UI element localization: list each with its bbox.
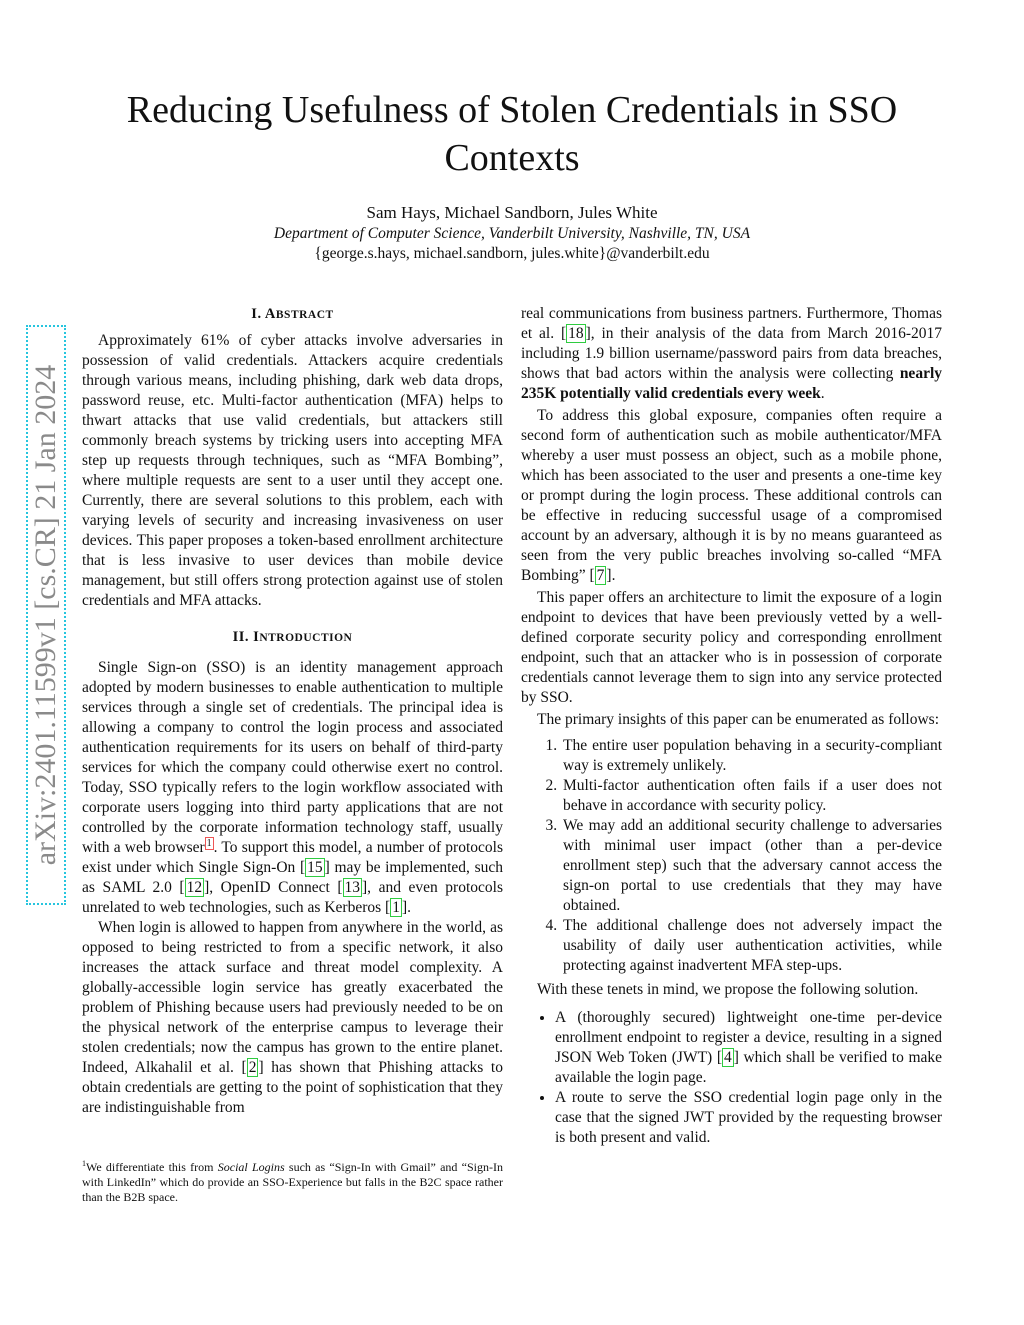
intro-paragraph-1: Single Sign-on (SSO) is an identity management approach adopted by modern businesses to enable authentication to multiple services through a single set of credentials. The principal idea is allowing a company to control the login process and associated authentication requirements for its users on behalf of third-party services for which the company could otherwise exert no control. Today, SSO typically refers to the login workflow associated with corporate users logging into third party applications that are not controlled by the corporate information technology staff, usually with a web browser $^1$ . To support this model, a number of protocols exist under which Single Sign-On [ 15 ] may be implemented, such as SAML 2.0 [ 12 ], OpenID Connect [ 13 ], and even protocols unrelated to web technologies, such as Kerberos [ 1 ]. (82, 659, 504, 916)
author-list: Sam Hays, Michael Sandborn, Jules White (366, 203, 658, 222)
arxiv-stamp[interactable] (26, 325, 66, 905)
footnote-ref[interactable]: 1 (206, 837, 212, 849)
citation-link[interactable]: 15 (307, 859, 323, 876)
introduction-heading: II. INTRODUCTION (232, 629, 353, 645)
citation-link[interactable]: 18 (568, 325, 584, 342)
list-item: • A (thoroughly secured) lightweight one-time per-device enrollment endpoint to register a device, resulting in a signed JSON Web Token (JWT) [ 4 ] which shall be verified to make available the login page. (555, 1008, 942, 1088)
right-paragraph-2: To address this global exposure, companies often require a second form of authentication such as mobile authenticator/MFA whereby a user must possess an object, such as a mobile phone, which has been associated to the user and presents a one-time key or prompt during the login process. These additional controls can be effective in reducing successful usage of a compromised account by an adversary, although it is by no means guaranteed as seen from the very public breaches involving so-called “MFA Bombing” [ 7 ]. (521, 407, 942, 584)
list-item: 3. We may add an additional security challenge to adversaries with minimal user impact (other than a per-device enrollment step) such that the adversary cannot access the sign-on portal to use credentials that they may have obtained. (561, 816, 942, 916)
author-emails: {george.s.hays, michael.sandborn, jules.white}@vanderbilt.edu (314, 245, 710, 262)
right-paragraph-4: The primary insights of this paper can be enumerated as follows: (537, 711, 940, 728)
right-paragraph-1: real communications from business partners. Furthermore, Thomas et al. [ 18 ], in their analysis of the data from March 2016-2017 including 1.9 billion username/password pairs from data breaches, shows that bad actors within the analysis were collecting nearly 235K potentially valid credentials every week. (521, 305, 943, 402)
abstract-text: Approximately 61% of cyber attacks involve adversaries in possession of valid credentials. Attackers acquire credentials through various means, including phishing, dark web data drops, password reuse, etc. Multi-factor authentication (MFA) helps to thwart attacks that use valid credentials, but attackers still commonly breach systems by tricking users into accepting MFA step up requests through techniques, such as “MFA Bombing”, where multiple requests are sent to a user until they accept one. Currently, there are several solutions to this problem, each with varying levels of security and increasing invasiveness on user devices. This paper proposes a token-based enrollment architecture that is less invasive to user devices than mobile device management, but still offers strong protection against use of stolen credentials and MFA attacks. (82, 332, 503, 609)
list-item: 4. The additional challenge does not adversely impact the usability of daily user authentication activities, while protecting against inadvertent MFA step-ups. (561, 916, 942, 976)
right-column (521, 304, 942, 1148)
insights-list (521, 736, 942, 976)
right-paragraph-3: This paper offers an architecture to limit the exposure of a login endpoint to devices that have been previously vetted by a well-defined corporate security policy and corresponding enrollment endpoint, such that an attacker who is in possession of corporate credentials cannot leverage them to sign into any service protected by SSO. (521, 589, 942, 706)
abstract-heading: I. ABSTRACT (251, 306, 334, 322)
citation-link[interactable]: 12 (186, 879, 203, 896)
citation-link[interactable]: 4 (723, 1049, 732, 1066)
list-item: 1. The entire user population behaving in a security-compliant way is extremely unlikely. (561, 736, 942, 776)
right-paragraph-5: With these tenets in mind, we propose the following solution. (537, 981, 919, 998)
arxiv-stamp-text: arXiv:2401.11599v1 [cs.CR] 21 Jan 2024 (29, 364, 62, 866)
footnote: $^1$We differentiate this from Social Logins such as “Sign-In with Gmail” and “Sign-In with LinkedIn” which do provide an SSO-Experience but falls in the B2C space rather than the B2B space. (82, 1159, 504, 1204)
list-item: 2. Multi-factor authentication often fails if a user does not behave in accordance with security policy. (561, 776, 942, 816)
citation-link[interactable]: 2 (248, 1059, 257, 1076)
citation-link[interactable]: 7 (596, 567, 605, 584)
intro-paragraph-2: When login is allowed to happen from anywhere in the world, as opposed to being restricted to from a specific network, it also increases the attack surface and threat model complexity. A globally-accessible login service has greatly exacerbated the problem of Phishing because users had previously needed to be on the physical network of the enterprise campus to leverage their stolen credentials; now the campus has grown to the entire planet. Indeed, Alkahalil et al. [ 2 ] has shown that Phishing attacks to obtain credentials are getting to the point of sophistication that they are indistinguishable from (82, 919, 503, 1116)
citation-link[interactable]: 13 (344, 879, 360, 896)
list-item: • A route to serve the SSO credential login page only in the case that the signed JWT provided by the requesting browser is both present and valid. (555, 1088, 942, 1148)
affiliation: Department of Computer Science, Vanderbilt University, Nashville, TN, USA (273, 225, 751, 242)
left-column (82, 304, 503, 1118)
paper-title: Reducing Usefulness of Stolen Credentials in SSO Contexts (126, 89, 898, 179)
citation-link[interactable]: 1 (392, 899, 400, 916)
solution-list (521, 1008, 942, 1148)
